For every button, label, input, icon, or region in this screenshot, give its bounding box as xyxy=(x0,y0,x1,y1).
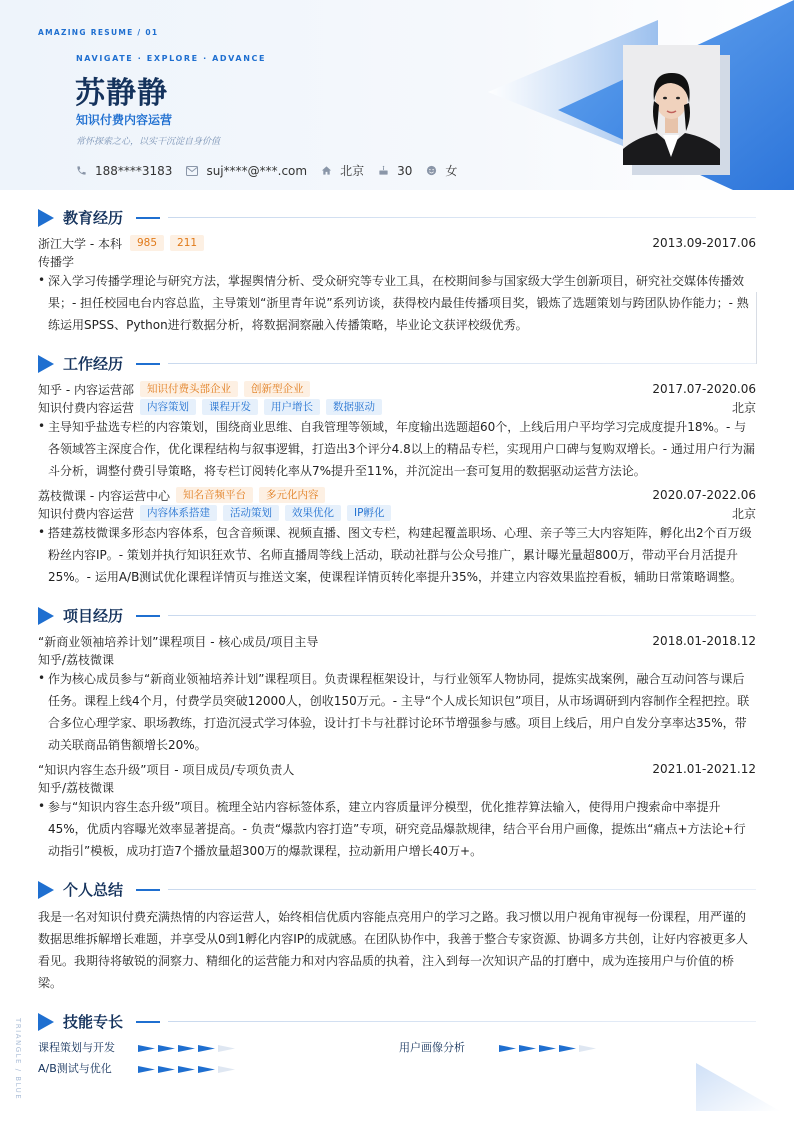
education-school: 浙江大学 - 本科 xyxy=(38,236,122,251)
skill-level xyxy=(138,1061,238,1076)
section-arrow-icon xyxy=(38,607,54,625)
job-company-row xyxy=(38,486,756,504)
skill-level-filled-icon xyxy=(519,1045,536,1052)
section-title-work: 工作经历 xyxy=(63,355,124,373)
job-position-row xyxy=(38,504,756,522)
side-label: TRIANGLE / BLUE xyxy=(14,1018,22,1101)
phone-icon xyxy=(76,165,87,176)
skill-level-filled-icon xyxy=(138,1066,155,1073)
section-title-projects: 项目经历 xyxy=(63,607,124,625)
education-major: 传播学 xyxy=(38,254,75,269)
education-major-row xyxy=(38,252,756,270)
skill-name: 用户画像分析 xyxy=(399,1041,465,1054)
company-tag: 创新型企业 xyxy=(244,381,311,397)
job-bullet xyxy=(38,522,756,588)
position-tag: 课程开发 xyxy=(202,399,258,415)
project-period: 2018.01-2018.12 xyxy=(652,634,756,648)
section-arrow-icon xyxy=(38,209,54,227)
skill-level-empty-icon xyxy=(579,1045,596,1052)
skill-item xyxy=(399,1039,599,1055)
project-org-row xyxy=(38,650,756,668)
section-header-skills xyxy=(38,1011,756,1033)
skill-level-filled-icon xyxy=(178,1045,195,1052)
gender-value: 女 xyxy=(445,164,458,178)
section-arrow-icon xyxy=(38,881,54,899)
skill-level-filled-icon xyxy=(138,1045,155,1052)
job-position: 知识付费内容运营 xyxy=(38,506,135,521)
job-city: 北京 xyxy=(731,506,756,521)
education-tag: 985 xyxy=(130,235,164,251)
skill-name: 课程策划与开发 xyxy=(38,1041,115,1054)
section-header-summary xyxy=(38,879,756,901)
section-title-summary: 个人总结 xyxy=(63,881,124,899)
position-tag: 内容策划 xyxy=(140,399,196,415)
job-city: 北京 xyxy=(731,400,756,415)
bullet-dot: • xyxy=(38,273,46,287)
bullet-dot: • xyxy=(38,525,46,539)
cake-icon xyxy=(378,165,389,176)
decorative-triangle-bottom xyxy=(696,1063,780,1111)
job-bullet xyxy=(38,416,756,482)
bullet-dot: • xyxy=(38,799,46,813)
section-header-projects xyxy=(38,605,756,627)
skill-name: A/B测试与优化 xyxy=(38,1062,112,1075)
position-tag: 内容体系搭建 xyxy=(140,505,217,521)
section-header-work xyxy=(38,353,756,375)
section-title-skills: 技能专长 xyxy=(63,1013,124,1031)
email-value: suj****@***.com xyxy=(206,163,308,178)
skill-item xyxy=(38,1060,238,1076)
education-school-row xyxy=(38,234,756,252)
job-position-row xyxy=(38,398,756,416)
education-tag: 211 xyxy=(170,235,204,251)
divider-line xyxy=(756,292,757,364)
project-name-row xyxy=(38,760,756,778)
job-bullet-text: 主导知乎盐选专栏的内容策划，围绕商业思维、自我管理等领域，年度输出选题超60个，上线后用户平均学习完成度提升18%。- 与各领域答主深度合作，优化课程结构与叙事逻辑，打造出3个评分4.8以上的精品专栏，实现用户口碑与复购双增长。- 通过用户行为漏斗分析，调整付费引导策略，将专栏订阅转化率从7%提升至11%，并沉淀出一套可复用的数据驱动运营方法论。 xyxy=(48,420,755,478)
smile-icon xyxy=(426,165,437,176)
section-title-education: 教育经历 xyxy=(63,209,124,227)
project-bullet-text: 参与“知识内容生态升级”项目。梳理全站内容标签体系，建立内容质量评分模型，优化推荐算法输入，使得用户搜索命中率提升45%，优质内容曝光效率显著提高。- 负责“爆款内容打造”专项，研究竞品爆款规律，结合平台用户画像，提炼出“痛点+方法论+行动指引”模板，成功打造7个播放量超300万的爆款课程，拉动新用户增长40万+。 xyxy=(48,800,746,858)
job-period: 2020.07-2022.06 xyxy=(652,488,756,502)
project-bullet xyxy=(38,668,756,756)
section-rule xyxy=(168,363,756,364)
skill-level-empty-icon xyxy=(218,1066,235,1073)
job-bullet-text: 搭建荔枝微课多形态内容体系，包含音频课、视频直播、图文专栏，构建起覆盖职场、心理、亲子等三大内容矩阵，孵化出2个百万级粉丝内容IP。- 策划并执行知识狂欢节、名师直播周等线上活动，联动社群与公众号推广，累计曝光量超800万，带动平台月活提升25%。- 运用A/B测试优化课程详情页与推送文案，使课程详情页转化率提升35%，并建立内容效果监控看板，辅助日常策略调整。 xyxy=(48,526,752,584)
contact-age xyxy=(378,164,412,178)
skill-level-filled-icon xyxy=(499,1045,516,1052)
position-tag: IP孵化 xyxy=(347,505,391,521)
company-tag: 知名音频平台 xyxy=(176,487,253,503)
job-company: 荔枝微课 - 内容运营中心 xyxy=(38,488,170,503)
skill-level-filled-icon xyxy=(178,1066,195,1073)
section-rule xyxy=(168,217,756,218)
position-tag: 效果优化 xyxy=(285,505,341,521)
project-bullet xyxy=(38,796,756,862)
age-value: 30 xyxy=(397,163,413,178)
project-org: 知乎/荔枝微课 xyxy=(38,652,115,667)
skill-item xyxy=(38,1039,238,1055)
skill-level-filled-icon xyxy=(539,1045,556,1052)
skill-level-filled-icon xyxy=(198,1066,215,1073)
skill-level xyxy=(138,1040,238,1055)
candidate-name: 苏静静 xyxy=(75,76,168,111)
home-icon xyxy=(321,165,332,176)
position-tag: 活动策划 xyxy=(223,505,279,521)
project-bullet-text: 作为核心成员参与“新商业领袖培养计划”课程项目。负责课程框架设计，与行业领军人物协同，提炼实战案例，融合互动问答与课后任务。课程上线4个月，付费学员突破12000人，创收150万元。- 主导“个人成长知识包”项目，从市场调研到内容制作全程把控。联合多位心理学家、职场教练，打造沉浸式学习体验，设计打卡与社群讨论环节增强参与感。项目上线后，用户自发分享率达35%，带动关联商品销售额增长20%。 xyxy=(48,672,750,752)
candidate-role: 知识付费内容运营 xyxy=(76,113,173,127)
skill-level-filled-icon xyxy=(559,1045,576,1052)
section-dash xyxy=(136,363,160,365)
position-tag: 数据驱动 xyxy=(326,399,382,415)
job-position: 知识付费内容运营 xyxy=(38,400,135,415)
section-arrow-icon xyxy=(38,1013,54,1031)
company-tag: 多元化内容 xyxy=(259,487,326,503)
contact-city xyxy=(321,162,364,179)
section-rule xyxy=(168,1021,756,1022)
phone-value: 188****3183 xyxy=(95,163,173,178)
profile-photo xyxy=(623,45,720,165)
bullet-dot: • xyxy=(38,419,46,433)
section-dash xyxy=(136,217,160,219)
portrait-illustration xyxy=(623,45,720,165)
job-company: 知乎 - 内容运营部 xyxy=(38,382,134,397)
project-period: 2021.01-2021.12 xyxy=(652,762,756,776)
project-name: “新商业领袖培养计划”课程项目 - 核心成员/项目主导 xyxy=(38,634,319,649)
project-org-row xyxy=(38,778,756,796)
education-bullet xyxy=(38,270,756,336)
job-company-row xyxy=(38,380,756,398)
skill-level-filled-icon xyxy=(198,1045,215,1052)
city-value: 北京 xyxy=(340,164,365,178)
contact-phone xyxy=(76,164,172,178)
project-name: “知识内容生态升级”项目 - 项目成员/专项负责人 xyxy=(38,762,295,777)
project-name-row xyxy=(38,632,756,650)
mail-icon xyxy=(186,166,198,176)
section-header-education xyxy=(38,207,756,229)
contact-email xyxy=(186,164,307,178)
section-dash xyxy=(136,889,160,891)
skill-level-empty-icon xyxy=(218,1045,235,1052)
section-dash xyxy=(136,615,160,617)
section-arrow-icon xyxy=(38,355,54,373)
corner-tag: AMAZING RESUME / 01 xyxy=(38,28,159,37)
section-rule xyxy=(168,615,756,616)
skill-level xyxy=(499,1040,599,1055)
bullet-dot: • xyxy=(38,671,46,685)
skill-level-filled-icon xyxy=(158,1045,175,1052)
education-period: 2013.09-2017.06 xyxy=(652,236,756,250)
candidate-motto: 常怀探索之心，以实干沉淀自身价值 xyxy=(76,137,221,147)
contact-bar xyxy=(76,162,471,179)
section-dash xyxy=(136,1021,160,1023)
company-tag: 知识付费头部企业 xyxy=(140,381,238,397)
job-period: 2017.07-2020.06 xyxy=(652,382,756,396)
summary-text: 我是一名对知识付费充满热情的内容运营人，始终相信优质内容能点亮用户的学习之路。我习惯以用户视角审视每一份课程，用严谨的数据思维拆解增长难题，并享受从0到1孵化内容IP的成就感。在团队协作中，我善于整合专家资源、协调多方共创，让好内容被更多人看见。我期待将敏锐的洞察力、精细化的运营能力和对内容品质的执着，注入到每一次知识产品的打磨中，成为连接用户与价值的桥梁。 xyxy=(38,910,749,990)
skill-level-filled-icon xyxy=(158,1066,175,1073)
project-org: 知乎/荔枝微课 xyxy=(38,780,115,795)
contact-gender xyxy=(426,162,457,179)
section-rule xyxy=(168,889,756,890)
header-kicker: NAVIGATE · EXPLORE · ADVANCE xyxy=(76,54,267,63)
position-tag: 用户增长 xyxy=(264,399,320,415)
education-bullet-text: 深入学习传播学理论与研究方法，掌握舆情分析、受众研究等专业工具，在校期间参与国家级大学生创新项目，研究社交媒体传播效果；- 担任校园电台内容总监，主导策划“浙里青年说”系列访谈，获得校内最佳传播项目奖，锻炼了选题策划与跨团队协作能力；- 熟练运用SPSS、Python进行数据分析，将数据洞察融入传播策略，毕业论文获评校级优秀。 xyxy=(48,274,749,332)
